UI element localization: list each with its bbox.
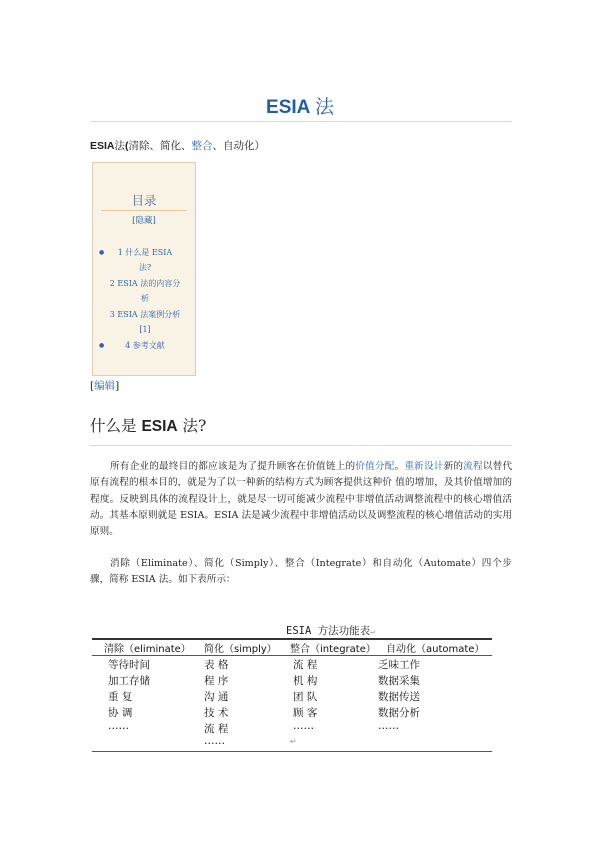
cell-c4-r5: …… (378, 720, 399, 732)
cell-c3-r3: 团 队 (293, 691, 318, 703)
cell-c4-r4: 数据分析 (378, 707, 420, 719)
header-simply: 简化（simply） (204, 644, 277, 655)
table-paragraph-mark: ↵ (290, 737, 297, 746)
p1-s2: 。 (394, 461, 405, 472)
toc-item-3-line2: [1] (139, 325, 151, 334)
intro-paren: ( (125, 140, 129, 152)
toc-item-1[interactable] (97, 245, 193, 275)
link-redesign[interactable]: 重新设计 (404, 461, 444, 472)
toc-item-4-line1: ● 4 参考文献 (125, 341, 165, 350)
link-process[interactable]: 流程 (463, 461, 483, 472)
cell-c3-r4: 顾 客 (293, 707, 318, 719)
section-heading-pre: 什么是 (90, 417, 142, 435)
table-header-rule (92, 655, 492, 656)
cell-c2-r3: 沟 通 (204, 691, 229, 703)
esia-function-table (90, 621, 494, 755)
cell-c2-r1: 表 格 (204, 659, 229, 671)
toc-item-2[interactable] (97, 276, 193, 306)
table-title-mark: ↵ (370, 627, 375, 636)
cell-c1-r5: …… (108, 720, 129, 732)
paragraph-2: 消除（Eliminate）、简化（Simply）、整合（Integrate）和自动化（Automate）四个步骤，简称 ESIA 法。如下表所示： (90, 558, 512, 586)
section-heading-bold: ESIA (141, 418, 178, 435)
toc-divider (101, 210, 187, 211)
p1-s4: 以替代原有流程的根本目的，就是为了以一种新的结构方式为顾客提供这种价 值的增加，及其价值增加的程度。反映到具体的流程设计上，就是尽一切可能减少流程中非增值活动调整流程中的核心增值活动。其基本原则就是 ESIA。ESIA 法是减少流程中非增值活动以及调整流程的核心增值活动的实用原则。 (90, 461, 513, 538)
cell-c1-r3: 重 复 (108, 691, 133, 703)
edit-bracket-close: ] (115, 380, 120, 392)
p1-s3: 新的 (443, 461, 464, 472)
cell-c1-r2: 加工存储 (108, 675, 150, 687)
page-title-cjk: 法 (314, 96, 334, 118)
toc-item-2-line2: 析 (141, 294, 149, 303)
cell-c3-r5: …… (293, 720, 314, 732)
toc-item-3-line1: 3 ESIA 法案例分析 (109, 310, 181, 319)
cell-c4-r3: 数据传送 (378, 691, 420, 703)
edit-link[interactable]: 编辑 (94, 380, 116, 392)
toc-hide-link[interactable]: [隐藏] (132, 216, 156, 226)
edit-bracket-open: [ (90, 380, 95, 392)
toc-title: 目录 (131, 193, 157, 208)
p1-s1: 所有企业的最终目的都应该是为了提升顾客在价值链上的 (110, 461, 356, 472)
toc-item-1-line1: ● 1 什么是 ESIA (117, 248, 173, 257)
page-title-latin: ESIA (266, 97, 310, 118)
cell-c3-r1: 流 程 (293, 659, 318, 671)
table-title-text: ESIA 方法功能表 (286, 625, 371, 637)
cell-c4-r2: 数据采集 (378, 675, 420, 687)
edit-section (90, 378, 119, 393)
toc-item-2-line1: 2 ESIA 法的内容分 (109, 279, 181, 288)
section-heading (90, 414, 206, 436)
cell-c2-r5: 流 程 (204, 723, 229, 735)
cell-c4-r1: 乏味工作 (378, 659, 420, 671)
intro-text-1: 清除、简化、 (128, 140, 192, 152)
intro-bold: ESIA (90, 140, 115, 152)
page-title (90, 92, 510, 119)
cell-c1-r4: 协 调 (108, 707, 133, 719)
section-divider (90, 445, 511, 446)
paragraph-1 (90, 459, 512, 540)
cell-c2-r4: 技 术 (204, 707, 229, 719)
cell-c2-r2: 程 序 (204, 675, 229, 687)
header-automate: 自动化（automate） (386, 644, 485, 655)
section-heading-post: 法? (177, 417, 207, 435)
cell-c3-r2: 机 构 (293, 675, 318, 687)
link-integrate[interactable]: 整合 (191, 140, 213, 152)
cell-c2-r6: …… (204, 735, 225, 747)
toc-item-4[interactable] (97, 338, 193, 353)
intro-line (90, 138, 265, 153)
toc-item-3[interactable] (97, 307, 193, 337)
header-integrate: 整合（integrate） (290, 644, 376, 655)
intro-text-2: 、自动化） (212, 140, 266, 152)
header-eliminate: 清除（eliminate） (104, 644, 191, 655)
table-of-contents (92, 162, 196, 376)
table-title (286, 623, 375, 638)
cell-c1-r1: 等待时间 (108, 659, 150, 671)
intro-fa: 法 (114, 140, 126, 152)
title-divider (90, 121, 511, 122)
table-bottom-rule (92, 751, 492, 752)
toc-item-1-line2: 法? (138, 263, 152, 272)
link-value-distribution[interactable]: 价值分配 (355, 461, 395, 472)
